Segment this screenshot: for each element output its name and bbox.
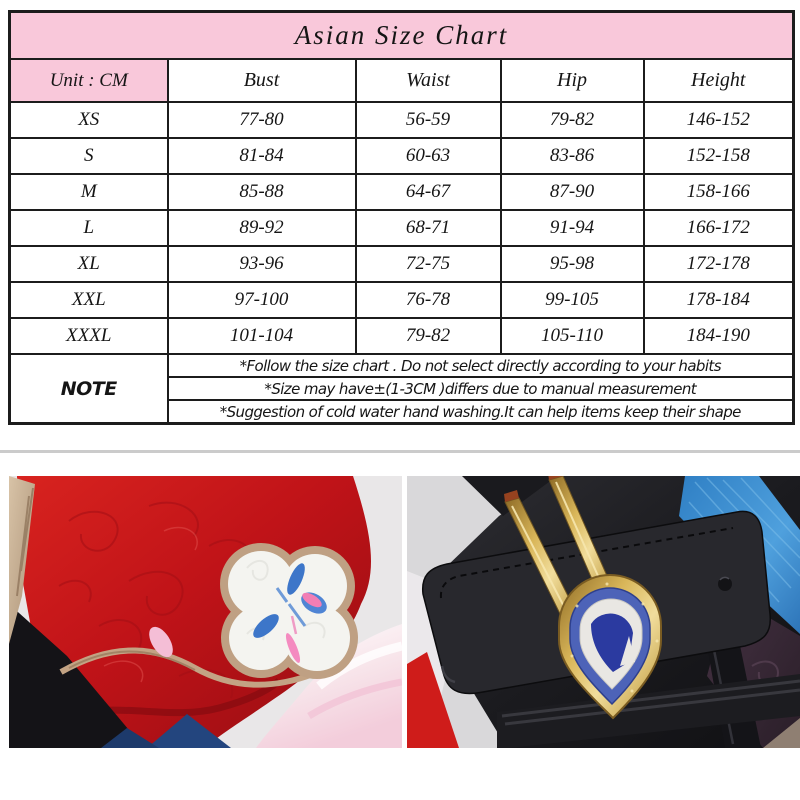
column-header-hip: Hip: [501, 59, 644, 102]
size-row: [10, 174, 794, 210]
note-rows: [10, 354, 794, 424]
measurement-cell: 101-104: [168, 318, 356, 354]
column-header-height: Height: [644, 59, 794, 102]
flower-applique: [220, 543, 358, 679]
size-label-cell: XXXL: [10, 318, 168, 354]
product-photo-right: [407, 476, 800, 748]
section-divider: [0, 450, 800, 453]
unit-label-cell: Unit : CM: [10, 59, 168, 102]
measurement-cell: 184-190: [644, 318, 794, 354]
measurement-cell: 79-82: [501, 102, 644, 138]
size-label-cell: XS: [10, 102, 168, 138]
measurement-cell: 105-110: [501, 318, 644, 354]
measurement-cell: 97-100: [168, 282, 356, 318]
measurement-cell: 178-184: [644, 282, 794, 318]
note-text-cell: *Follow the size chart . Do not select directly according to your habits: [168, 354, 794, 377]
measurement-cell: 152-158: [644, 138, 794, 174]
note-row: [10, 354, 794, 377]
title-row: [10, 12, 794, 60]
measurement-cell: 95-98: [501, 246, 644, 282]
measurement-cell: 166-172: [644, 210, 794, 246]
measurement-cell: 56-59: [356, 102, 501, 138]
measurement-cell: 83-86: [501, 138, 644, 174]
size-label-cell: L: [10, 210, 168, 246]
size-rows: [10, 102, 794, 354]
note-text-cell: *Suggestion of cold water hand washing.It can help items keep their shape: [168, 400, 794, 424]
table-head: [10, 12, 794, 103]
measurement-cell: 87-90: [501, 174, 644, 210]
measurement-cell: 172-178: [644, 246, 794, 282]
measurement-cell: 91-94: [501, 210, 644, 246]
size-label-cell: M: [10, 174, 168, 210]
measurement-cell: 72-75: [356, 246, 501, 282]
flower-petals: [228, 551, 350, 671]
measurement-cell: 146-152: [644, 102, 794, 138]
size-row: [10, 282, 794, 318]
column-header-bust: Bust: [168, 59, 356, 102]
red-fabric-photo-art: [9, 476, 402, 748]
measurement-cell: 93-96: [168, 246, 356, 282]
chart-title: Asian Size Chart: [10, 12, 794, 60]
measurement-cell: 64-67: [356, 174, 501, 210]
column-header-waist: Waist: [356, 59, 501, 102]
measurement-cell: 68-71: [356, 210, 501, 246]
size-label-cell: S: [10, 138, 168, 174]
measurement-cell: 81-84: [168, 138, 356, 174]
size-chart-table: [8, 10, 795, 425]
measurement-cell: 99-105: [501, 282, 644, 318]
size-row: [10, 246, 794, 282]
measurement-cell: 77-80: [168, 102, 356, 138]
measurement-cell: 158-166: [644, 174, 794, 210]
measurement-cell: 76-78: [356, 282, 501, 318]
size-row: [10, 102, 794, 138]
size-label-cell: XL: [10, 246, 168, 282]
measurement-cell: 79-82: [356, 318, 501, 354]
pouch-photo-art: [407, 476, 800, 748]
size-row: [10, 318, 794, 354]
measurement-cell: 89-92: [168, 210, 356, 246]
note-label-cell: NOTE: [10, 354, 168, 424]
measurement-cell: 85-88: [168, 174, 356, 210]
size-row: [10, 138, 794, 174]
header-row: [10, 59, 794, 102]
size-label-cell: XXL: [10, 282, 168, 318]
measurement-cell: 60-63: [356, 138, 501, 174]
product-photo-left: [9, 476, 402, 748]
note-text-cell: *Size may have±(1-3CM )differs due to manual measurement: [168, 377, 794, 400]
size-row: [10, 210, 794, 246]
